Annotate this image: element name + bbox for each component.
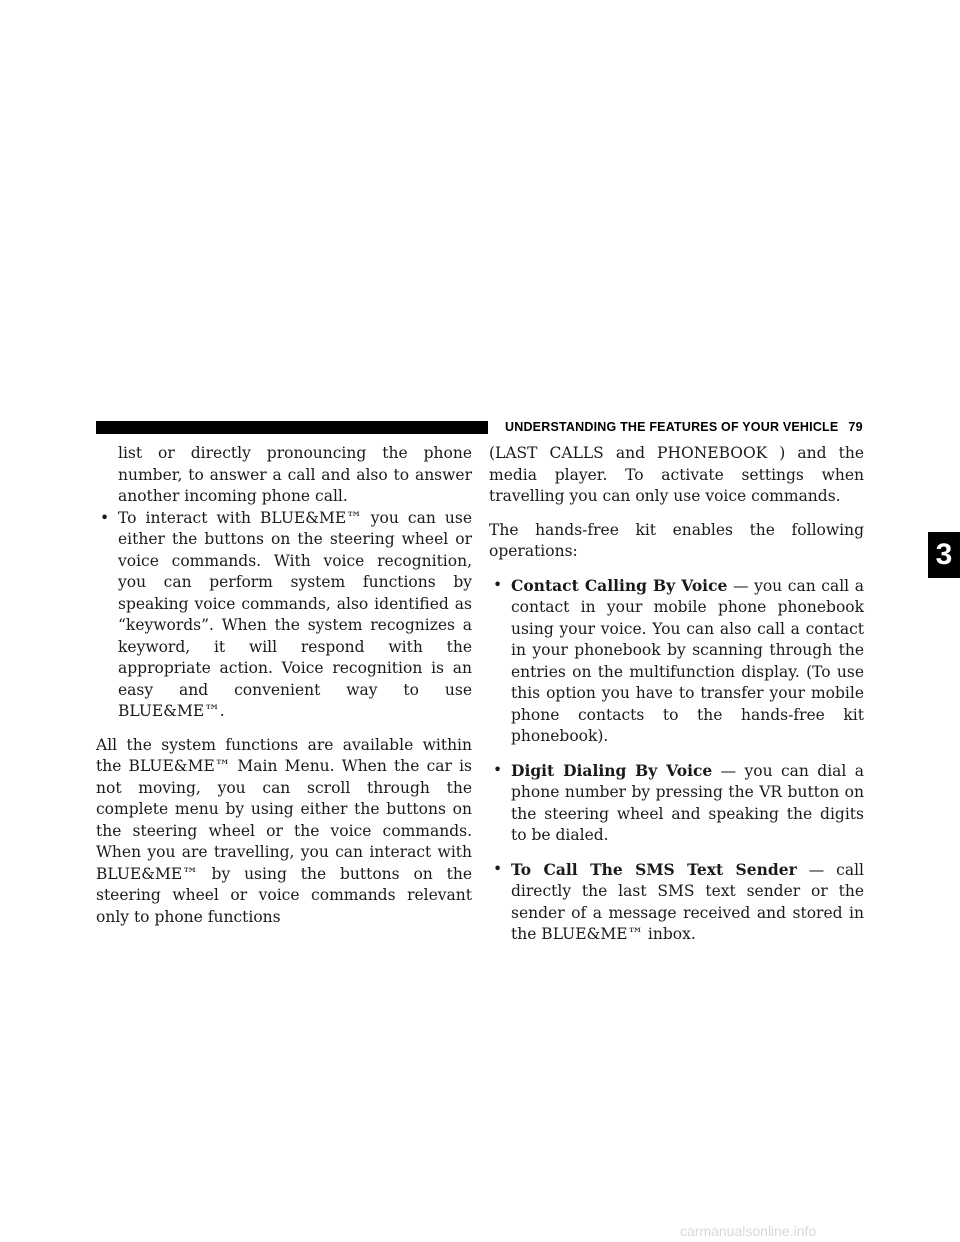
chapter-tab: 3 <box>928 532 960 578</box>
left-column <box>96 443 472 940</box>
bullet-text: — you can call a contact in your mobile phone phonebook using your voice. You can also call a contact in your phonebook by scanning through the entries on the multifunction display. (To use this option you have to transfer your mobile phone contacts to the hands-free kit phonebook). <box>511 576 864 745</box>
body-paragraph: All the system functions are available within the BLUE&ME™ Main Menu. When the car is not moving, you can scroll through the complete menu by using either the buttons on the steering wheel or the voice commands. When you are travelling, you can interact with BLUE&ME™ by using the buttons on the steering wheel or voice commands relevant only to phone functions <box>96 735 472 926</box>
running-header <box>505 419 863 435</box>
bullet-item-sms-sender <box>489 859 864 946</box>
section-title: UNDERSTANDING THE FEATURES OF YOUR VEHICLE <box>505 420 839 434</box>
bullet-item-contact-calling <box>489 575 864 748</box>
bullet-text: To interact with BLUE&ME™ you can use either the buttons on the steering wheel or voice commands. With voice recognition, you can perform system functions by speaking voice commands, also identified as “keywords”. When the system recognizes a keyword, it will respond with the appropriate action. Voice recognition is an easy and convenient way to use BLUE&ME™. <box>118 508 472 720</box>
continued-bullet-text: list or directly pronouncing the phone number, to answer a call and also to answer another incoming phone call. <box>118 444 472 505</box>
page-number: 79 <box>848 420 863 434</box>
bullet-dot: • <box>100 508 110 527</box>
header-rule <box>96 421 488 434</box>
bullet-term: Contact Calling By Voice <box>511 575 728 595</box>
bullet-term: Digit Dialing By Voice <box>511 760 713 780</box>
right-column <box>489 443 864 958</box>
bullet-item <box>96 508 472 723</box>
bullet-item-digit-dialing <box>489 760 864 847</box>
bullet-dot: • <box>493 760 503 779</box>
watermark: carmanualsonline.info <box>680 1223 817 1239</box>
intro-paragraph: The hands-free kit enables the following operations: <box>489 520 864 560</box>
bullet-dot: • <box>493 575 503 594</box>
continued-paragraph: (LAST CALLS and PHONEBOOK ) and the media player. To activate settings when travelling you can only use voice commands. <box>489 444 864 505</box>
bullet-dot: • <box>493 859 503 878</box>
bullet-term: To Call The SMS Text Sender <box>511 859 797 879</box>
bullet-text: — you can dial a phone number by pressing the VR button on the steering wheel and speaking the digits to be dialed. <box>511 761 864 844</box>
bullet-text: — call directly the last SMS text sender or the sender of a message received and stored in the BLUE&ME™ inbox. <box>511 860 864 943</box>
